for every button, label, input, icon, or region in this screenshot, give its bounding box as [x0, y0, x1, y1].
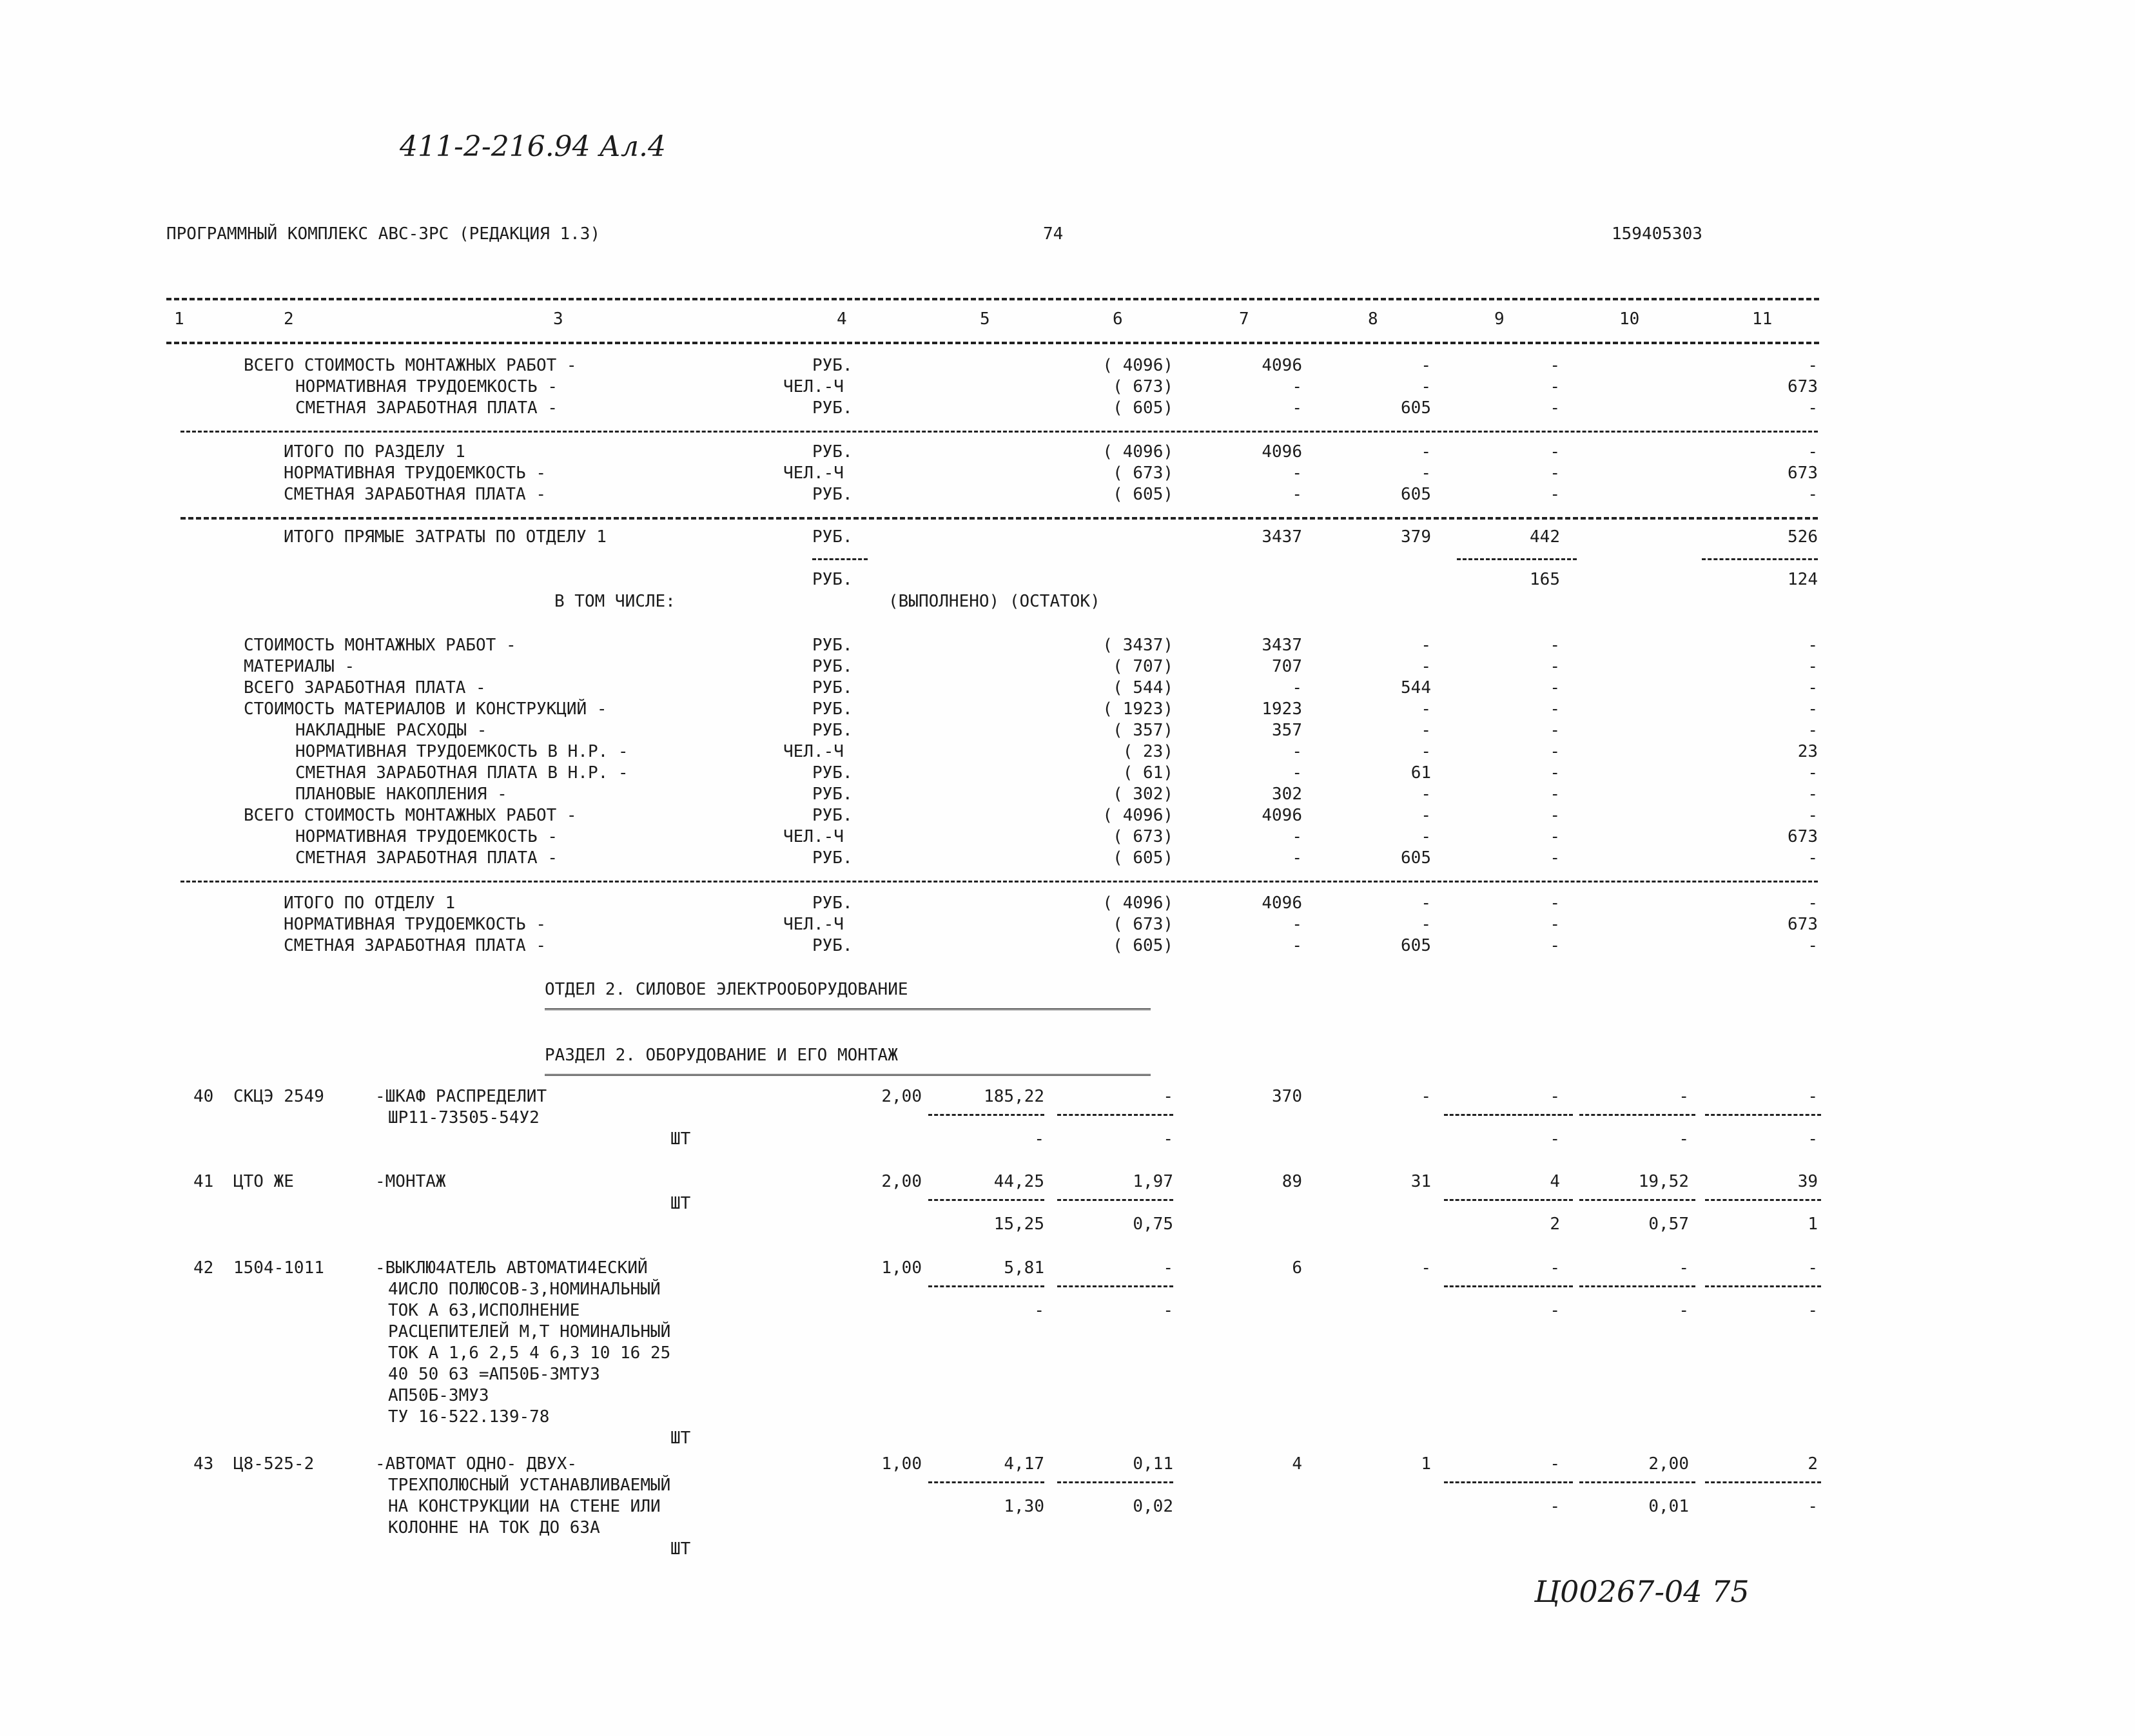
- item-43-col9-underline: [1444, 1481, 1573, 1483]
- block-section-row-2-col8: -: [1421, 463, 1431, 483]
- block-dept-row-2-col7: -: [1292, 915, 1302, 934]
- item-40-unit: ШТ: [670, 1129, 691, 1149]
- item-42-total-wage: -: [1421, 1258, 1431, 1278]
- item-40-number: 40: [193, 1087, 214, 1106]
- block-total-row-3-col11: -: [1808, 398, 1818, 418]
- block-incl-row-10-col8: -: [1421, 827, 1431, 846]
- block-dept-row-2-label: НОРМАТИВНАЯ ТРУДОЕМКОСТЬ -: [284, 915, 546, 934]
- block-incl-row-8-col11: -: [1808, 785, 1818, 804]
- column-number-10: 10: [1619, 309, 1640, 329]
- block-incl-row-2-unit: РУБ.: [812, 657, 853, 676]
- item-43-col11: 2: [1808, 1454, 1818, 1474]
- block-section-row-3-col6: ( 605): [1113, 485, 1173, 504]
- item-41-col10-remainder: 0,57: [1648, 1214, 1689, 1234]
- direct-costs-col11-remainder: 124: [1788, 570, 1818, 589]
- item-40-col9: -: [1550, 1087, 1560, 1106]
- item-42-wage-price: -: [1163, 1258, 1173, 1278]
- item-42-col10-remainder: -: [1679, 1301, 1689, 1320]
- item-42-col11: -: [1808, 1258, 1818, 1278]
- block-total-row-1-col8: -: [1421, 356, 1431, 375]
- item-40-total-wage: -: [1421, 1087, 1431, 1106]
- block-total-row-2-col11: 673: [1788, 377, 1818, 396]
- item-41-unit-price-wage: 15,25: [993, 1214, 1044, 1234]
- item-43-col10-remainder: 0,01: [1648, 1497, 1689, 1516]
- block-total-row-2-unit: ЧЕЛ.-Ч: [783, 377, 844, 396]
- item-43-col11-underline: [1705, 1481, 1821, 1483]
- item-43-code: Ц8-525-2: [233, 1454, 315, 1474]
- block-dept-row-3-col7: -: [1292, 936, 1302, 955]
- block-dept-row-1-col7: 4096: [1262, 893, 1302, 913]
- block-incl-row-8-col8: -: [1421, 785, 1431, 804]
- item-41-wage-price: 1,97: [1133, 1172, 1173, 1191]
- block-incl-row-1-col8: -: [1421, 636, 1431, 655]
- block-total-row-3-label: СМЕТНАЯ ЗАРАБОТНАЯ ПЛАТА -: [295, 398, 558, 418]
- block-incl-row-6-col7: -: [1292, 742, 1302, 761]
- item-43-col10-underline: [1579, 1481, 1695, 1483]
- item-41-wage-price-extra: 0,75: [1133, 1214, 1173, 1234]
- item-40-col11: -: [1808, 1087, 1818, 1106]
- block-total-row-1-unit: РУБ.: [812, 356, 853, 375]
- block-total-row-3-col7: -: [1292, 398, 1302, 418]
- block-dept-row-3-col6: ( 605): [1113, 936, 1173, 955]
- item-41-col11: 39: [1797, 1172, 1818, 1191]
- block-dept-row-3-col11: -: [1808, 936, 1818, 955]
- block-incl-row-7-col6: ( 61): [1122, 763, 1173, 783]
- block-section-row-3-unit: РУБ.: [812, 485, 853, 504]
- block-dept-row-2-col9: -: [1550, 915, 1560, 934]
- block-incl-row-4-col11: -: [1808, 699, 1818, 719]
- item-41-code: ЦТО ЖЕ: [233, 1172, 294, 1191]
- block-incl-row-5-unit: РУБ.: [812, 721, 853, 740]
- block-incl-separator: [180, 881, 1818, 883]
- block-incl-row-1-col7: 3437: [1262, 636, 1302, 655]
- block-dept-row-2-col11: 673: [1788, 915, 1818, 934]
- block-incl-row-6-label: НОРМАТИВНАЯ ТРУДОЕМКОСТЬ В Н.Р. -: [295, 742, 629, 761]
- block-dept-row-1-col6: ( 4096): [1102, 893, 1173, 913]
- item-42-description-line-7: АП50Б-3МУ3: [388, 1386, 489, 1405]
- header-document-id: 159405303: [1612, 224, 1702, 244]
- block-dept-row-3-col9: -: [1550, 936, 1560, 955]
- item-43-wage-price: 0,11: [1133, 1454, 1173, 1474]
- block-incl-row-4-label: СТОИМОСТЬ МАТЕРИАЛОВ И КОНСТРУКЦИЙ -: [244, 699, 607, 719]
- item-42-col9-remainder: -: [1550, 1301, 1560, 1320]
- block-incl-row-1-col11: -: [1808, 636, 1818, 655]
- item-41-number: 41: [193, 1172, 214, 1191]
- section-2-underline: [545, 1074, 1151, 1078]
- item-42-code: 1504-1011: [233, 1258, 324, 1278]
- block-total-row-2-col9: -: [1550, 377, 1560, 396]
- item-41-col9-remainder: 2: [1550, 1214, 1560, 1234]
- block-total-row-3-col6: ( 605): [1113, 398, 1173, 418]
- block-section-row-2-col6: ( 673): [1113, 463, 1173, 483]
- item-43-unit: ШТ: [670, 1539, 691, 1559]
- item-42-unit-price: 5,81: [1004, 1258, 1044, 1278]
- item-42-unit-price-wage: -: [1034, 1301, 1044, 1320]
- block-total-row-3-col9: -: [1550, 398, 1560, 418]
- block-dept-row-2-unit: ЧЕЛ.-Ч: [783, 915, 844, 934]
- block-incl-row-3-label: ВСЕГО ЗАРАБОТНАЯ ПЛАТА -: [244, 678, 486, 697]
- direct-costs-label: ИТОГО ПРЯМЫЕ ЗАТРАТЫ ПО ОТДЕЛУ 1: [284, 527, 607, 547]
- block-total-row-1-label: ВСЕГО СТОИМОСТЬ МОНТАЖНЫХ РАБОТ -: [244, 356, 577, 375]
- block-incl-row-9-unit: РУБ.: [812, 806, 853, 825]
- block-incl-row-1-col9: -: [1550, 636, 1560, 655]
- item-43-col6-underline: [1057, 1481, 1173, 1483]
- item-42-col9: -: [1550, 1258, 1560, 1278]
- item-41-col5-underline: [928, 1199, 1044, 1201]
- item-41-col10-underline: [1579, 1199, 1695, 1201]
- item-42-description-line-1: -ВЫКЛЮ4АТЕЛЬ АВТОМАТИ4ЕСКИЙ: [375, 1258, 648, 1278]
- block-dept-row-1-col11: -: [1808, 893, 1818, 913]
- column-number-5: 5: [980, 309, 990, 329]
- block-incl-row-9-col7: 4096: [1262, 806, 1302, 825]
- item-43-quantity: 1,00: [881, 1454, 922, 1474]
- block-total-row-1-col9: -: [1550, 356, 1560, 375]
- block-dept-row-1-unit: РУБ.: [812, 893, 853, 913]
- item-40-total-cost: 370: [1272, 1087, 1302, 1106]
- block-dept-row-1-label: ИТОГО ПО ОТДЕЛУ 1: [284, 893, 456, 913]
- item-40-col10: -: [1679, 1087, 1689, 1106]
- column-number-7: 7: [1239, 309, 1249, 329]
- block-incl-row-11-col8: 605: [1401, 848, 1431, 868]
- item-40-description-line-1: -ШКАФ РАСПРЕДЕЛИТ: [375, 1087, 547, 1106]
- block-incl-row-3-col7: -: [1292, 678, 1302, 697]
- item-43-col5-underline: [928, 1481, 1044, 1483]
- item-43-total-wage: 1: [1421, 1454, 1431, 1474]
- direct-costs-unit-2: РУБ.: [812, 570, 853, 589]
- block-dept-row-3-unit: РУБ.: [812, 936, 853, 955]
- item-43-description-line-2: ТРЕХПОЛЮСНЫЙ УСТАНАВЛИВАЕМЫЙ: [388, 1476, 671, 1495]
- item-40-col10-underline: [1579, 1114, 1695, 1116]
- block-incl-row-6-col9: -: [1550, 742, 1560, 761]
- block-incl-row-4-unit: РУБ.: [812, 699, 853, 719]
- item-41-col10: 19,52: [1638, 1172, 1689, 1191]
- direct-costs-col9: 442: [1530, 527, 1560, 547]
- item-40-unit-price: 185,22: [984, 1087, 1044, 1106]
- block-dept-row-2-col8: -: [1421, 915, 1431, 934]
- block-incl-row-5-col6: ( 357): [1113, 721, 1173, 740]
- item-43-col9: -: [1550, 1454, 1560, 1474]
- block-incl-row-4-col6: ( 1923): [1102, 699, 1173, 719]
- block-incl-row-6-col6: ( 23): [1122, 742, 1173, 761]
- block-incl-row-7-col8: 61: [1410, 763, 1431, 783]
- direct-costs-unit-underline: [812, 558, 868, 560]
- header-program-title: ПРОГРАММНЫЙ КОМПЛЕКС АВС-3РС (РЕДАКЦИЯ 1.3): [166, 224, 601, 244]
- direct-costs-col7: 3437: [1262, 527, 1302, 547]
- direct-costs-col9-remainder: 165: [1530, 570, 1560, 589]
- item-42-col6-underline: [1057, 1285, 1173, 1287]
- item-40-col9-remainder: -: [1550, 1129, 1560, 1149]
- block-incl-row-8-col9: -: [1550, 785, 1560, 804]
- item-41-quantity: 2,00: [881, 1172, 922, 1191]
- direct-costs-col8: 379: [1401, 527, 1431, 547]
- item-42-description-line-5: ТОК А 1,6 2,5 4 6,3 10 16 25: [388, 1343, 671, 1363]
- item-43-col11-remainder: -: [1808, 1497, 1818, 1516]
- block-section-row-2-col9: -: [1550, 463, 1560, 483]
- column-number-2: 2: [284, 309, 294, 329]
- block-total-row-2-col6: ( 673): [1113, 377, 1173, 396]
- item-42-description-line-3: ТОК А 63,ИСПОЛНЕНИЕ: [388, 1301, 580, 1320]
- block-incl-row-6-col11: 23: [1797, 742, 1818, 761]
- block-incl-row-11-col11: -: [1808, 848, 1818, 868]
- item-42-description-line-6: 40 50 63 =АП50Б-3МТУ3: [388, 1365, 600, 1384]
- block-incl-row-2-label: МАТЕРИАЛЫ -: [244, 657, 355, 676]
- item-40-col6-underline: [1057, 1114, 1173, 1116]
- block-total-row-2-col7: -: [1292, 377, 1302, 396]
- block-incl-row-4-col9: -: [1550, 699, 1560, 719]
- block-total-row-2-label: НОРМАТИВНАЯ ТРУДОЕМКОСТЬ -: [295, 377, 558, 396]
- done-remainder-note: (ВЫПОЛНЕНО) (ОСТАТОК): [888, 592, 1100, 611]
- block-incl-row-10-col11: 673: [1788, 827, 1818, 846]
- item-42-col10: -: [1679, 1258, 1689, 1278]
- item-42-unit: ШТ: [670, 1429, 691, 1448]
- item-41-total-cost: 89: [1282, 1172, 1302, 1191]
- block-incl-row-5-label: НАКЛАДНЫЕ РАСХОДЫ -: [295, 721, 487, 740]
- item-41-col9: 4: [1550, 1172, 1560, 1191]
- block-incl-row-5-col8: -: [1421, 721, 1431, 740]
- item-41-unit-price: 44,25: [993, 1172, 1044, 1191]
- block-incl-row-8-unit: РУБ.: [812, 785, 853, 804]
- block-dept-row-1-col8: -: [1421, 893, 1431, 913]
- block-section-row-2-label: НОРМАТИВНАЯ ТРУДОЕМКОСТЬ -: [284, 463, 546, 483]
- item-42-col5-underline: [928, 1285, 1044, 1287]
- item-42-col9-underline: [1444, 1285, 1573, 1287]
- block-section-row-3-col9: -: [1550, 485, 1560, 504]
- item-40-wage-price: -: [1163, 1087, 1173, 1106]
- block-incl-row-11-col6: ( 605): [1113, 848, 1173, 868]
- table-top-rule: [166, 298, 1819, 300]
- block-incl-row-9-col6: ( 4096): [1102, 806, 1173, 825]
- block-incl-row-3-col8: 544: [1401, 678, 1431, 697]
- block-incl-row-3-col9: -: [1550, 678, 1560, 697]
- block-incl-row-9-col9: -: [1550, 806, 1560, 825]
- block-dept-row-3-col8: 605: [1401, 936, 1431, 955]
- item-42-quantity: 1,00: [881, 1258, 922, 1278]
- block-dept-row-2-col6: ( 673): [1113, 915, 1173, 934]
- column-number-11: 11: [1752, 309, 1773, 329]
- item-40-wage-price-extra: -: [1163, 1129, 1173, 1149]
- block-incl-row-2-col8: -: [1421, 657, 1431, 676]
- block-incl-row-8-col6: ( 302): [1113, 785, 1173, 804]
- block-total-row-1-col7: 4096: [1262, 356, 1302, 375]
- block-incl-row-8-col7: 302: [1272, 785, 1302, 804]
- block-section-row-1-col7: 4096: [1262, 442, 1302, 462]
- block-incl-row-8-label: ПЛАНОВЫЕ НАКОПЛЕНИЯ -: [295, 785, 507, 804]
- block-section-row-1-unit: РУБ.: [812, 442, 853, 462]
- direct-costs-unit: РУБ.: [812, 527, 853, 547]
- block-incl-row-5-col7: 357: [1272, 721, 1302, 740]
- block-total-row-1-col11: -: [1808, 356, 1818, 375]
- item-40-code: СКЦЭ 2549: [233, 1087, 324, 1106]
- block-section-row-1-col8: -: [1421, 442, 1431, 462]
- block-incl-row-10-col6: ( 673): [1113, 827, 1173, 846]
- item-43-unit-price: 4,17: [1004, 1454, 1044, 1474]
- block-section-row-3-col8: 605: [1401, 485, 1431, 504]
- block-incl-row-6-col8: -: [1421, 742, 1431, 761]
- block-incl-row-1-unit: РУБ.: [812, 636, 853, 655]
- block-incl-row-11-col9: -: [1550, 848, 1560, 868]
- item-40-unit-price-wage: -: [1034, 1129, 1044, 1149]
- handwritten-archive-number: Ц00267-04 75: [1534, 1574, 1750, 1609]
- block-incl-row-7-unit: РУБ.: [812, 763, 853, 783]
- block-dept-row-3-label: СМЕТНАЯ ЗАРАБОТНАЯ ПЛАТА -: [284, 936, 546, 955]
- block-section-row-1-col6: ( 4096): [1102, 442, 1173, 462]
- item-43-wage-price-extra: 0,02: [1133, 1497, 1173, 1516]
- direct-costs-rule: [180, 517, 1818, 520]
- block-section-row-2-col11: 673: [1788, 463, 1818, 483]
- item-43-col10: 2,00: [1648, 1454, 1689, 1474]
- item-40-description-line-2: ШР11-73505-54У2: [388, 1108, 540, 1127]
- block-total-row-3-col8: 605: [1401, 398, 1431, 418]
- block-incl-row-7-col7: -: [1292, 763, 1302, 783]
- block-incl-row-3-unit: РУБ.: [812, 678, 853, 697]
- item-41-col11-remainder: 1: [1808, 1214, 1818, 1234]
- block-section-row-3-label: СМЕТНАЯ ЗАРАБОТНАЯ ПЛАТА -: [284, 485, 546, 504]
- item-42-col10-underline: [1579, 1285, 1695, 1287]
- block-total-row-2-col8: -: [1421, 377, 1431, 396]
- block-total-row-3-unit: РУБ.: [812, 398, 853, 418]
- block-incl-row-10-label: НОРМАТИВНАЯ ТРУДОЕМКОСТЬ -: [295, 827, 558, 846]
- column-number-9: 9: [1494, 309, 1505, 329]
- block-incl-row-2-col7: 707: [1272, 657, 1302, 676]
- section-2-title: РАЗДЕЛ 2. ОБОРУДОВАНИЕ И ЕГО МОНТАЖ: [545, 1046, 898, 1065]
- direct-costs-col11-underline: [1702, 558, 1818, 560]
- block-incl-row-3-col11: -: [1808, 678, 1818, 697]
- block-incl-row-6-unit: ЧЕЛ.-Ч: [783, 742, 844, 761]
- block-incl-row-4-col8: -: [1421, 699, 1431, 719]
- item-40-col11-remainder: -: [1808, 1129, 1818, 1149]
- item-41-total-wage: 31: [1410, 1172, 1431, 1191]
- block-incl-row-5-col9: -: [1550, 721, 1560, 740]
- block-incl-row-10-col7: -: [1292, 827, 1302, 846]
- column-number-3: 3: [553, 309, 563, 329]
- block-section-row-3-col11: -: [1808, 485, 1818, 504]
- item-43-description-line-4: КОЛОННЕ НА ТОК ДО 63А: [388, 1518, 600, 1537]
- item-40-col9-underline: [1444, 1114, 1573, 1116]
- item-41-col11-underline: [1705, 1199, 1821, 1201]
- block-section-row-1-col11: -: [1808, 442, 1818, 462]
- block-incl-row-9-label: ВСЕГО СТОИМОСТЬ МОНТАЖНЫХ РАБОТ -: [244, 806, 577, 825]
- block-dept-row-1-col9: -: [1550, 893, 1560, 913]
- item-43-total-cost: 4: [1292, 1454, 1302, 1474]
- block-incl-row-10-col9: -: [1550, 827, 1560, 846]
- block-incl-row-7-label: СМЕТНАЯ ЗАРАБОТНАЯ ПЛАТА В Н.Р. -: [295, 763, 629, 783]
- item-42-description-line-2: 4ИСЛО ПОЛЮСОВ-3,НОМИНАЛЬНЫЙ: [388, 1280, 661, 1299]
- department-2-title: ОТДЕЛ 2. СИЛОВОЕ ЭЛЕКТРООБОРУДОВАНИЕ: [545, 980, 908, 999]
- item-42-number: 42: [193, 1258, 214, 1278]
- item-43-col9-remainder: -: [1550, 1497, 1560, 1516]
- block-total-row-1-col6: ( 4096): [1102, 356, 1173, 375]
- block-section-row-3-col7: -: [1292, 485, 1302, 504]
- item-43-description-line-3: НА КОНСТРУКЦИИ НА СТЕНЕ ИЛИ: [388, 1497, 661, 1516]
- block-section-row-1-label: ИТОГО ПО РАЗДЕЛУ 1: [284, 442, 465, 462]
- block-incl-row-7-col11: -: [1808, 763, 1818, 783]
- item-42-total-cost: 6: [1292, 1258, 1302, 1278]
- item-42-description-line-4: РАСЦЕПИТЕЛЕЙ М,Т НОМИНАЛЬНЫЙ: [388, 1322, 671, 1341]
- item-40-col11-underline: [1705, 1114, 1821, 1116]
- block-incl-row-2-col6: ( 707): [1113, 657, 1173, 676]
- block-incl-row-11-col7: -: [1292, 848, 1302, 868]
- block-incl-row-10-unit: ЧЕЛ.-Ч: [783, 827, 844, 846]
- block-section-row-2-col7: -: [1292, 463, 1302, 483]
- item-41-unit: ШТ: [670, 1194, 691, 1213]
- block-incl-row-7-col9: -: [1550, 763, 1560, 783]
- department-2-underline: [545, 1008, 1151, 1012]
- item-43-number: 43: [193, 1454, 214, 1474]
- column-number-8: 8: [1368, 309, 1378, 329]
- block-incl-row-9-col11: -: [1808, 806, 1818, 825]
- column-number-4: 4: [837, 309, 847, 329]
- item-41-col6-underline: [1057, 1199, 1173, 1201]
- block-incl-row-9-col8: -: [1421, 806, 1431, 825]
- item-41-col9-underline: [1444, 1199, 1573, 1201]
- item-43-unit-price-wage: 1,30: [1004, 1497, 1044, 1516]
- block-incl-row-3-col6: ( 544): [1113, 678, 1173, 697]
- item-42-col11-underline: [1705, 1285, 1821, 1287]
- item-42-col11-remainder: -: [1808, 1301, 1818, 1320]
- item-41-description-line-1: -МОНТАЖ: [375, 1172, 446, 1191]
- block-section-row-1-col9: -: [1550, 442, 1560, 462]
- block-section-row-2-unit: ЧЕЛ.-Ч: [783, 463, 844, 483]
- block-incl-row-1-col6: ( 3437): [1102, 636, 1173, 655]
- block-incl-row-11-unit: РУБ.: [812, 848, 853, 868]
- handwritten-doc-code: 411-2-216.94 Ал.4: [400, 130, 666, 163]
- block-incl-row-4-col7: 1923: [1262, 699, 1302, 719]
- block-incl-row-1-label: СТОИМОСТЬ МОНТАЖНЫХ РАБОТ -: [244, 636, 516, 655]
- item-40-quantity: 2,00: [881, 1087, 922, 1106]
- direct-costs-col11: 526: [1788, 527, 1818, 547]
- including-heading: В ТОМ ЧИСЛЕ:: [554, 592, 676, 611]
- column-number-6: 6: [1113, 309, 1123, 329]
- direct-costs-col9-underline: [1457, 558, 1577, 560]
- block-incl-row-11-label: СМЕТНАЯ ЗАРАБОТНАЯ ПЛАТА -: [295, 848, 558, 868]
- block-incl-row-5-col11: -: [1808, 721, 1818, 740]
- item-40-col5-underline: [928, 1114, 1044, 1116]
- item-43-description-line-1: -АВТОМАТ ОДНО- ДВУХ-: [375, 1454, 578, 1474]
- block-incl-row-2-col9: -: [1550, 657, 1560, 676]
- block-incl-row-2-col11: -: [1808, 657, 1818, 676]
- item-40-col10-remainder: -: [1679, 1129, 1689, 1149]
- header-page-number: 74: [1043, 224, 1064, 244]
- item-42-wage-price-extra: -: [1163, 1301, 1173, 1320]
- table-header-rule: [166, 342, 1819, 344]
- column-number-1: 1: [174, 309, 184, 329]
- block-total-separator: [180, 431, 1818, 433]
- item-42-description-line-8: ТУ 16-522.139-78: [388, 1407, 550, 1427]
